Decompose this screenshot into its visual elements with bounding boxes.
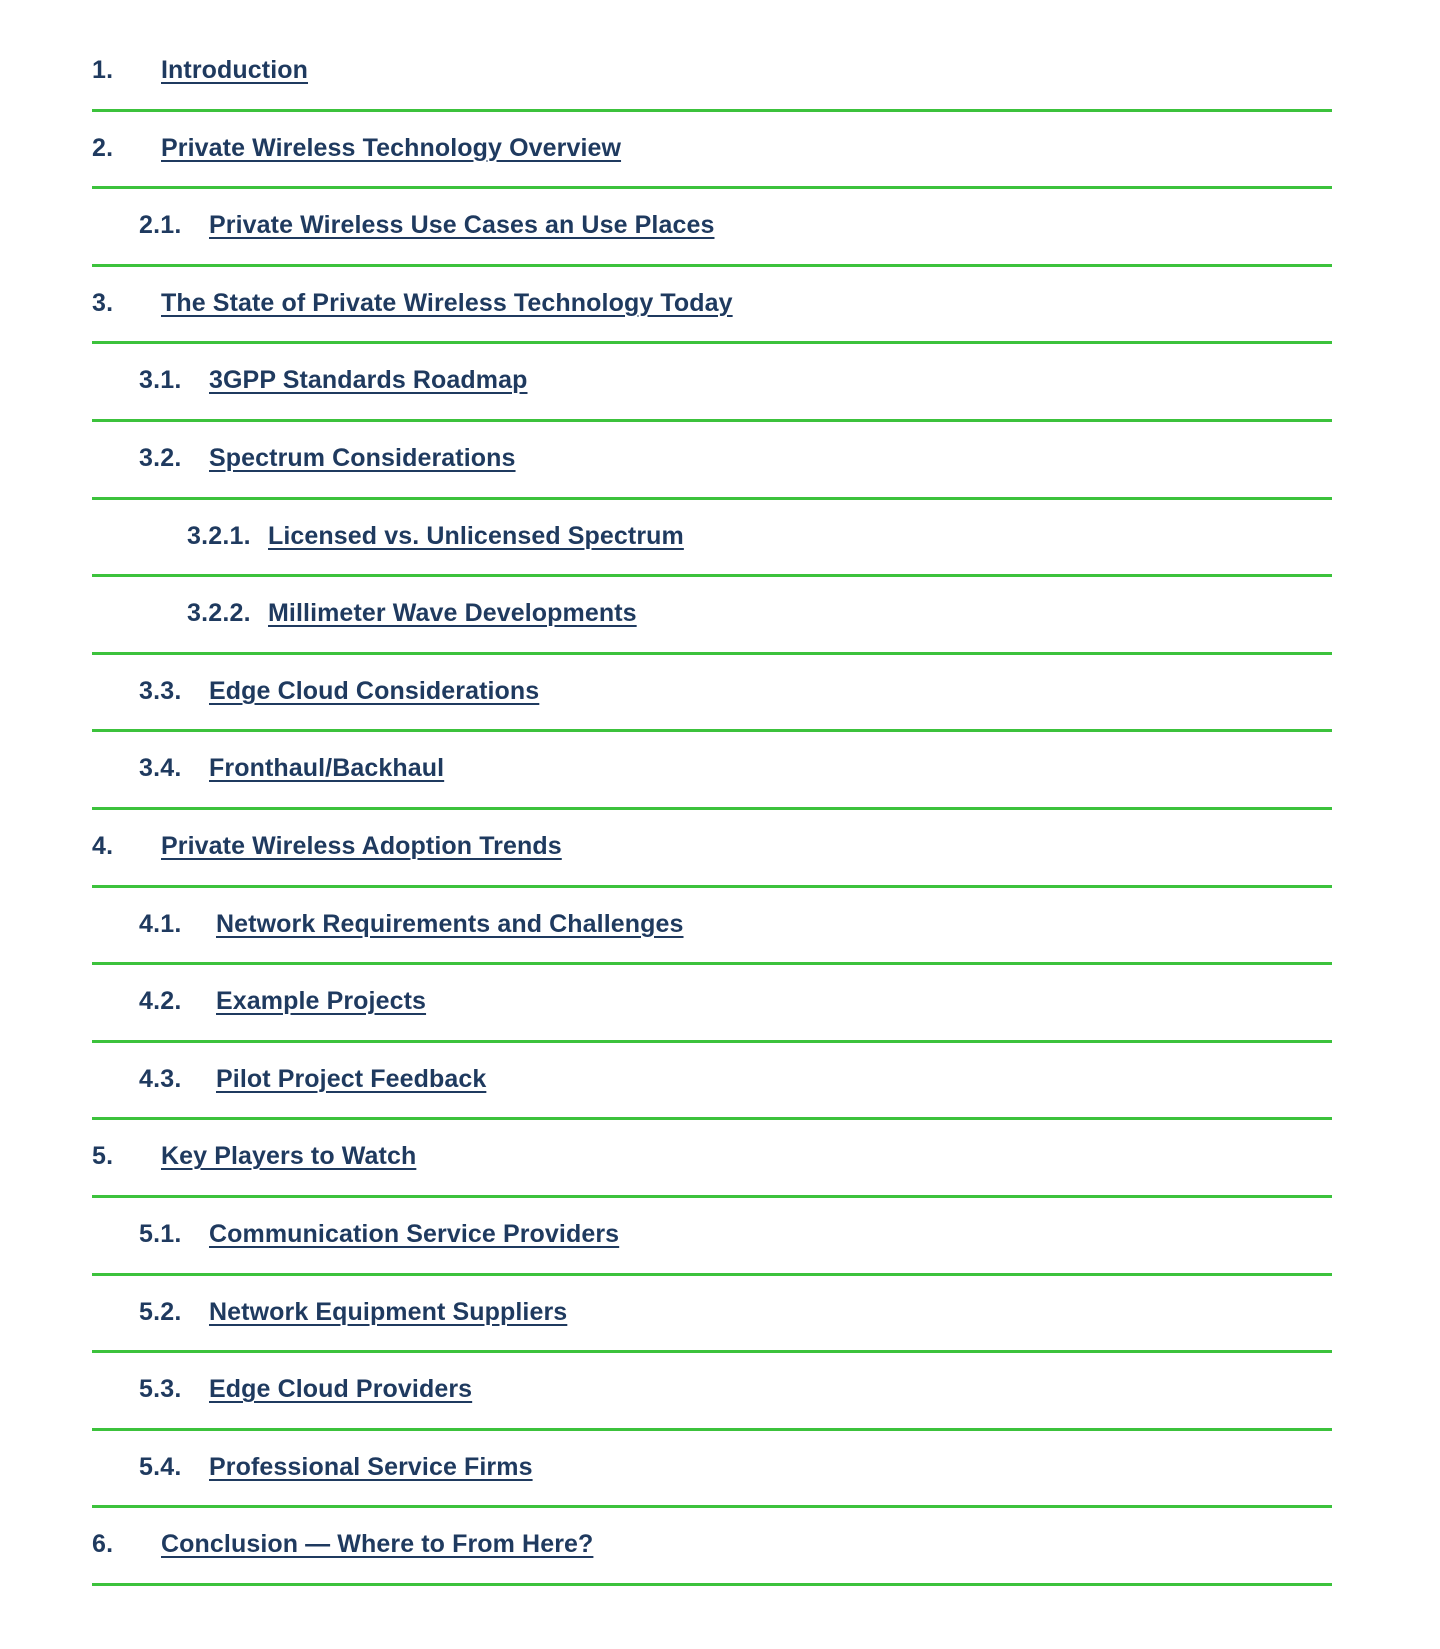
toc-link-example-projects[interactable]: Example Projects: [216, 987, 427, 1016]
toc-number: 3.4.: [139, 754, 182, 783]
toc-link-introduction[interactable]: Introduction: [161, 56, 309, 84]
toc-number: 5.2.: [139, 1297, 182, 1326]
toc-link-pilot-feedback[interactable]: Pilot Project Feedback: [216, 1064, 487, 1093]
toc-number: 3.3.: [139, 676, 182, 705]
toc-number: 5.3.: [139, 1375, 182, 1404]
toc-entry-3gpp-roadmap: [92, 344, 1332, 422]
toc-link-licensed-spectrum[interactable]: Licensed vs. Unlicensed Spectrum: [268, 521, 684, 550]
toc-link-edge-cloud-considerations[interactable]: Edge Cloud Considerations: [209, 676, 540, 705]
toc-number: 1.: [92, 56, 114, 84]
toc-link-service-providers[interactable]: Communication Service Providers: [209, 1219, 620, 1248]
toc-link-network-requirements[interactable]: Network Requirements and Challenges: [216, 909, 684, 938]
toc-entry-example-projects: [92, 965, 1332, 1043]
toc-link-state-of-technology[interactable]: The State of Private Wireless Technology Today: [161, 288, 733, 317]
toc-entry-edge-cloud-considerations: [92, 655, 1332, 733]
toc-entry-state-of-technology: [92, 267, 1332, 345]
toc-entry-introduction: [92, 34, 1332, 112]
table-of-contents: [92, 34, 1332, 1586]
toc-number: 5.: [92, 1142, 114, 1171]
toc-entry-technology-overview: [92, 112, 1332, 190]
toc-entry-key-players: [92, 1120, 1332, 1198]
toc-number: 3.2.: [139, 443, 182, 472]
toc-entry-fronthaul-backhaul: [92, 732, 1332, 810]
toc-number: 3.2.1.: [187, 521, 251, 550]
toc-entry-service-providers: [92, 1198, 1332, 1276]
toc-link-millimeter-wave[interactable]: Millimeter Wave Developments: [268, 599, 637, 628]
toc-link-fronthaul-backhaul[interactable]: Fronthaul/Backhaul: [209, 754, 445, 783]
toc-number: 4.3.: [139, 1064, 182, 1093]
toc-link-adoption-trends[interactable]: Private Wireless Adoption Trends: [161, 831, 562, 860]
toc-entry-use-cases: [92, 189, 1332, 267]
toc-entry-professional-services: [92, 1431, 1332, 1509]
toc-number: 3.2.2.: [187, 599, 251, 628]
toc-link-key-players[interactable]: Key Players to Watch: [161, 1142, 417, 1171]
toc-number: 3.: [92, 288, 114, 317]
toc-entry-conclusion: [92, 1508, 1332, 1586]
toc-number: 2.: [92, 133, 114, 162]
toc-link-professional-services[interactable]: Professional Service Firms: [209, 1452, 533, 1481]
toc-entry-pilot-feedback: [92, 1043, 1332, 1121]
toc-number: 5.4.: [139, 1452, 182, 1481]
toc-number: 3.1.: [139, 366, 182, 395]
toc-number: 5.1.: [139, 1219, 182, 1248]
toc-link-use-cases[interactable]: Private Wireless Use Cases an Use Places: [209, 211, 715, 240]
toc-number: 6.: [92, 1530, 114, 1559]
toc-link-technology-overview[interactable]: Private Wireless Technology Overview: [161, 133, 622, 162]
toc-entry-spectrum-considerations: [92, 422, 1332, 500]
toc-number: 4.2.: [139, 987, 182, 1016]
toc-link-3gpp-roadmap[interactable]: 3GPP Standards Roadmap: [209, 366, 528, 395]
toc-entry-millimeter-wave: [92, 577, 1332, 655]
toc-link-conclusion[interactable]: Conclusion — Where to From Here?: [161, 1530, 594, 1559]
toc-entry-equipment-suppliers: [92, 1276, 1332, 1354]
toc-link-spectrum-considerations[interactable]: Spectrum Considerations: [209, 443, 516, 472]
toc-link-edge-cloud-providers[interactable]: Edge Cloud Providers: [209, 1375, 473, 1404]
toc-link-equipment-suppliers[interactable]: Network Equipment Suppliers: [209, 1297, 568, 1326]
toc-entry-network-requirements: [92, 888, 1332, 966]
toc-entry-adoption-trends: [92, 810, 1332, 888]
toc-entry-licensed-spectrum: [92, 500, 1332, 578]
toc-number: 2.1.: [139, 211, 182, 240]
toc-number: 4.1.: [139, 909, 182, 938]
toc-number: 4.: [92, 831, 114, 860]
toc-entry-edge-cloud-providers: [92, 1353, 1332, 1431]
